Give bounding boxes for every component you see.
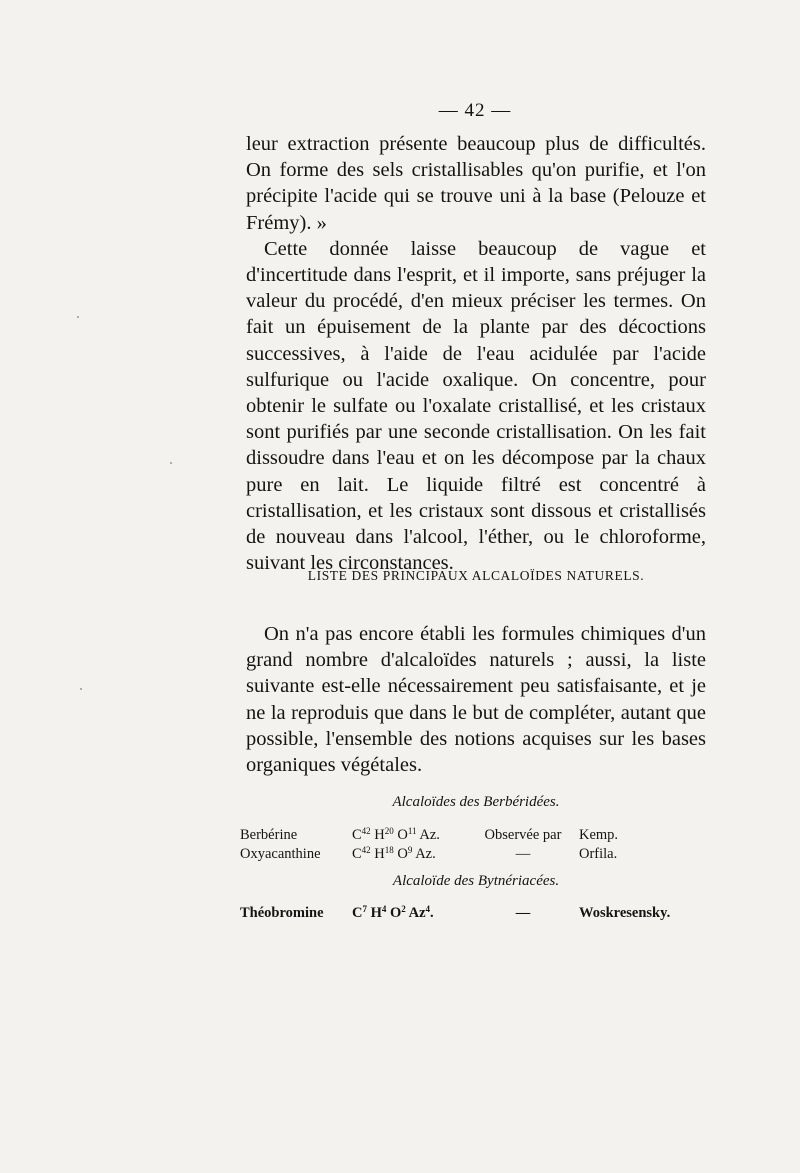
- alkaloid-formula: $C^{42}$ $H^{18}$ $O^9$ Az.: [352, 845, 436, 862]
- formula-count: 11: [407, 826, 417, 836]
- body-text-bottom: [246, 621, 706, 778]
- page-number: — 42 —: [438, 100, 512, 121]
- alkaloid-name: Berbérine: [240, 827, 298, 843]
- paper-speck: [77, 316, 79, 318]
- alkaloid-formula: $C^{42}$ $H^{20}$ $O^{11}$ Az.: [352, 826, 440, 843]
- table-row: [240, 845, 710, 864]
- source-author: Woskresensky.: [579, 905, 671, 921]
- table-row: [240, 826, 710, 845]
- formula-count: 4: [381, 904, 387, 914]
- formula-element: O: [386, 905, 402, 921]
- paper-speck: [80, 688, 82, 690]
- formula-count: 9: [407, 845, 413, 855]
- formula-element: H: [370, 827, 385, 843]
- alkaloid-formula: $C^7$ $H^4$ $O^2$ Az$^4$.: [352, 904, 434, 921]
- formula-element: Az: [412, 846, 433, 862]
- formula-count: 4: [425, 904, 431, 914]
- observer-note: Observée par: [484, 827, 562, 843]
- body-text-top: [246, 131, 706, 576]
- formula-count: 18: [384, 845, 394, 855]
- formula-element: Az: [416, 827, 437, 843]
- formula-element: C: [352, 846, 362, 862]
- section-heading: LISTE DES PRINCIPAUX ALCALOÏDES NATURELS.: [307, 568, 645, 583]
- alkaloid-name: Oxyacanthine: [240, 846, 321, 862]
- observer-note: —: [515, 905, 531, 921]
- formula-element: C: [352, 905, 363, 921]
- formula-element: H: [366, 905, 382, 921]
- family-title-bytneriacees: Alcaloïde des Bytnériacées.: [392, 873, 560, 889]
- paragraph-3: On n'a pas encore établi les formules chimiques d'un grand nombre d'alcaloïdes naturels ; aussi, la liste suivante est-elle nécessairement peu satisfaisante, et je ne la reproduis que dans le but de compléter, autant que possible, l'ensemble des notions acquises sur les bases organiques végétales.: [246, 623, 706, 777]
- formula-count: 42: [361, 845, 371, 855]
- formula-count: 42: [361, 826, 371, 836]
- alkaloid-name: Théobromine: [240, 905, 324, 921]
- formula-element: C: [352, 827, 362, 843]
- table-row: [240, 904, 710, 923]
- paragraph-1: leur extraction présente beaucoup plus de difficultés. On forme des sels cristallisables qu'on purifie, et l'on précipite l'acide qui se trouve uni à la base (Pelouze et Frémy). »: [246, 133, 706, 234]
- paragraph-2: Cette donnée laisse beaucoup de vague et d'incertitude dans l'esprit, et il importe, sans préjuger la valeur du procédé, d'en mieux préciser les termes. On fait un épuisement de la plante par des décoctions successives, à l'aide de l'eau acidulée par l'acide sulfurique ou l'acide oxalique. On concentre, pour obtenir le sulfate ou l'oxalate cristallisé, et les cristaux sont purifiés par une seconde cristallisation. On les fait dissoudre dans l'eau et on les décompose par la chaux pure en lait. Le liquide filtré est concentré à cristallisation, et les cristaux sont dissous et cristallisés de nouveau dans l'alcool, l'éther, ou le chloroforme, suivant les circonstances.: [246, 237, 706, 575]
- formula-element: H: [370, 846, 385, 862]
- formula-count: 20: [384, 826, 394, 836]
- formula-count: 7: [362, 904, 367, 914]
- family-title-berberidees: Alcaloïdes des Berbéridées.: [392, 794, 560, 810]
- formula-element: O: [393, 827, 408, 843]
- formula-element: Az: [405, 905, 426, 921]
- alkaloid-table-bytneriacees: [240, 904, 710, 923]
- formula-count: 2: [401, 904, 406, 914]
- observer-note: —: [515, 846, 531, 862]
- paper-speck: [170, 462, 172, 464]
- source-author: Orfila.: [579, 846, 618, 862]
- source-author: Kemp.: [579, 827, 619, 843]
- alkaloid-table-berberidees: [240, 826, 710, 864]
- formula-element: O: [393, 846, 408, 862]
